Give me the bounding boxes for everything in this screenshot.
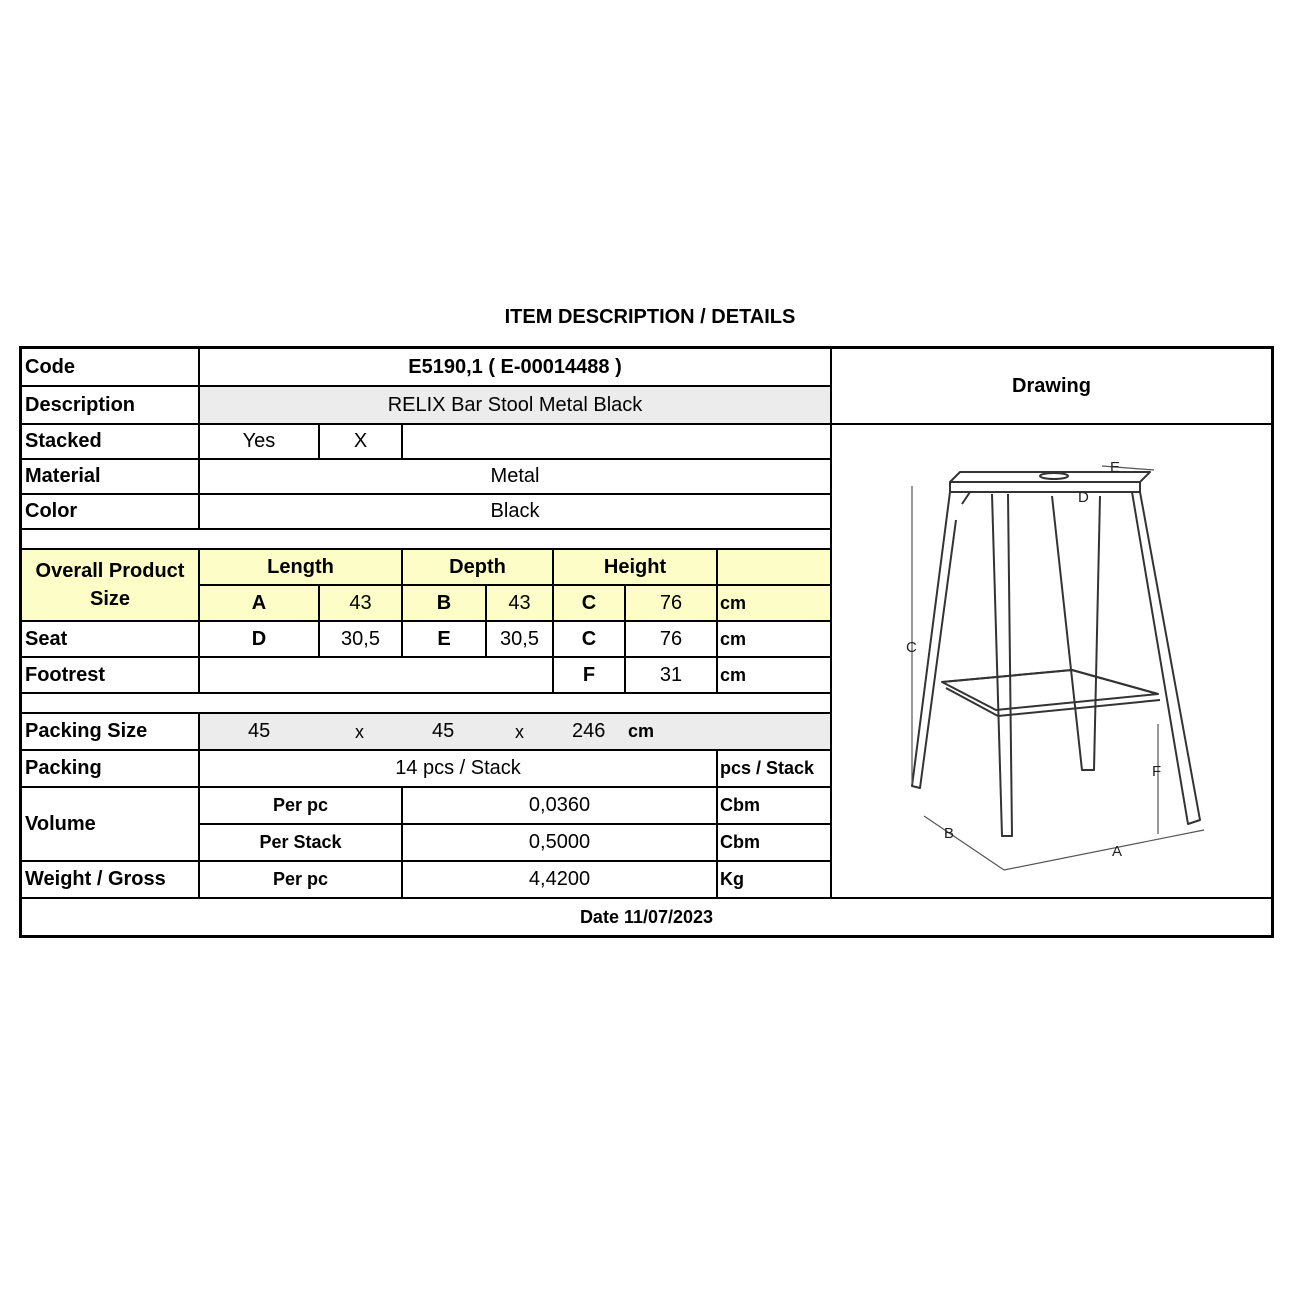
packing-size-row	[200, 714, 832, 751]
height-header: Height	[554, 550, 718, 586]
material-label: Material	[22, 460, 200, 495]
stacked-yes: Yes	[200, 425, 320, 460]
size-unit: cm	[718, 586, 832, 622]
length-header: Length	[200, 550, 403, 586]
stacked-label: Stacked	[22, 425, 200, 460]
details-table	[19, 346, 1274, 938]
footrest-label: Footrest	[22, 658, 200, 694]
page-title: ITEM DESCRIPTION / DETAILS	[504, 306, 796, 328]
stacked-empty	[403, 425, 832, 460]
date-footer: Date 11/07/2023	[579, 906, 714, 927]
volume-unit-1: Cbm	[718, 788, 832, 825]
seat-d-value: 30,5	[320, 622, 403, 658]
packing-label: Packing	[22, 751, 200, 788]
seat-c-value: 76	[626, 622, 718, 658]
seat-e: E	[403, 622, 487, 658]
packing-x1: x	[355, 722, 364, 742]
seat-unit: cm	[718, 622, 832, 658]
overall-size-label	[22, 550, 200, 622]
weight-label: Weight / Gross	[22, 862, 200, 899]
volume-per-stack: Per Stack	[200, 825, 403, 862]
color-value: Black	[200, 495, 832, 530]
footrest-unit: cm	[718, 658, 832, 694]
seat-c: C	[554, 622, 626, 658]
packing-unit: cm	[628, 721, 655, 741]
size-c-value: 76	[626, 586, 718, 622]
dim-label-b: B	[944, 825, 955, 842]
dim-label-c: C	[906, 639, 917, 656]
description-label: Description	[22, 387, 200, 425]
volume-per-stack-value: 0,5000	[403, 825, 718, 862]
dim-label-f: F	[1152, 763, 1162, 780]
packing-length: 45	[248, 720, 271, 742]
packing-unit-cell: pcs / Stack	[718, 751, 832, 788]
size-c: C	[554, 586, 626, 622]
volume-per-pc-value: 0,0360	[403, 788, 718, 825]
packing-value: 14 pcs / Stack	[200, 751, 718, 788]
weight-per-pc: Per pc	[200, 862, 403, 899]
weight-unit: Kg	[718, 862, 832, 899]
weight-value: 4,4200	[403, 862, 718, 899]
dim-label-a: A	[1112, 843, 1123, 860]
code-label: Code	[22, 349, 200, 387]
size-b: B	[403, 586, 487, 622]
color-label: Color	[22, 495, 200, 530]
footrest-empty	[200, 658, 554, 694]
seat-d: D	[200, 622, 320, 658]
depth-header: Depth	[403, 550, 554, 586]
dim-label-d: D	[1078, 489, 1089, 506]
packing-size-label: Packing Size	[22, 714, 200, 751]
overall-size-label-text: Overall Product Size	[35, 560, 185, 610]
volume-unit-2: Cbm	[718, 825, 832, 862]
seat-e-value: 30,5	[487, 622, 554, 658]
drawing-area	[832, 425, 1271, 899]
volume-per-pc: Per pc	[200, 788, 403, 825]
footrest-f: F	[554, 658, 626, 694]
packing-width: 45	[432, 720, 455, 742]
size-b-value: 43	[487, 586, 554, 622]
seat-label: Seat	[22, 622, 200, 658]
packing-height: 246	[572, 720, 606, 742]
drawing-header: Drawing	[832, 349, 1271, 425]
size-a-value: 43	[320, 586, 403, 622]
packing-x2: x	[515, 722, 524, 742]
size-header-empty	[718, 550, 832, 586]
description-value: RELIX Bar Stool Metal Black	[200, 387, 832, 425]
spacer-row	[22, 530, 832, 550]
volume-label: Volume	[22, 788, 200, 862]
size-a: A	[200, 586, 320, 622]
footrest-f-value: 31	[626, 658, 718, 694]
bar-stool-drawing	[832, 424, 1271, 898]
dim-label-e: E	[1110, 459, 1121, 476]
material-value: Metal	[200, 460, 832, 495]
stacked-mark: X	[320, 425, 403, 460]
code-value: E5190,1 ( E-00014488 )	[200, 349, 832, 387]
spacer-row-2	[22, 694, 832, 714]
